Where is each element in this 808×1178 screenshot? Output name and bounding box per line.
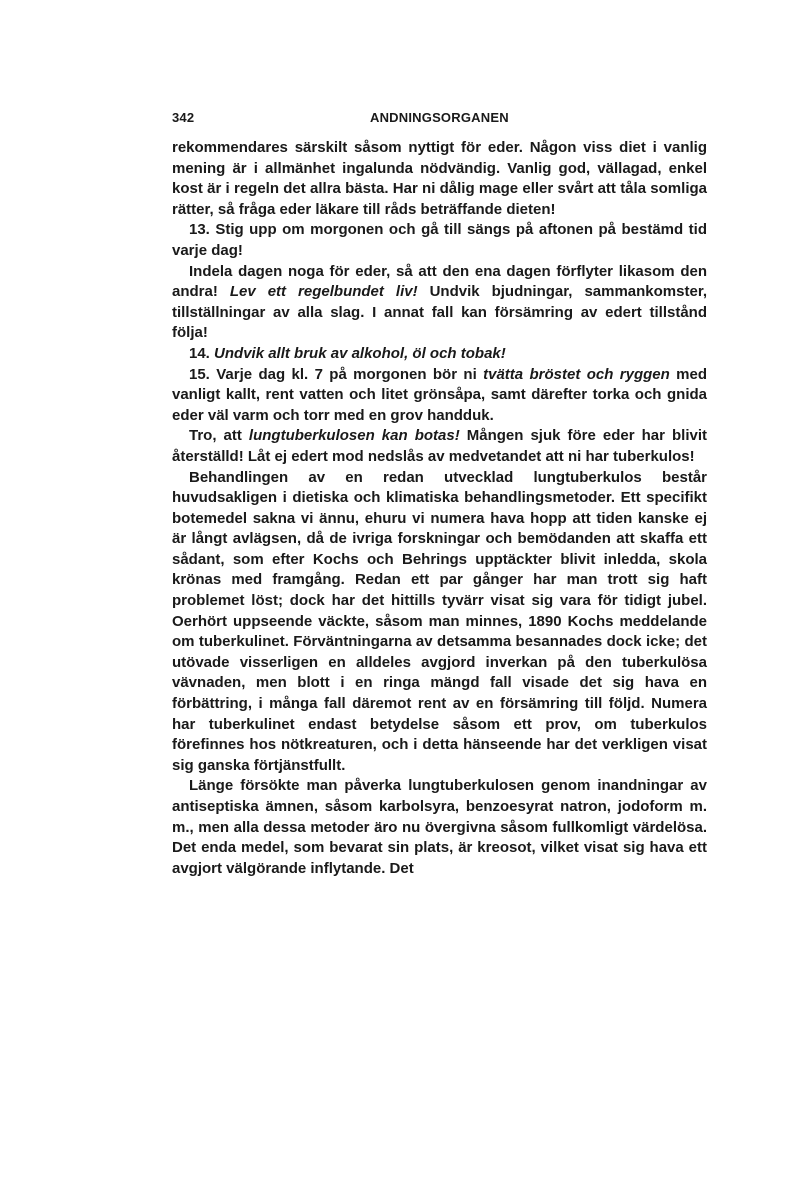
text-segment: Mången sjuk före eder har blivit återställd! Låt ej edert mod nedslås av medvetandet att ni har tuberkulos! [172, 427, 707, 465]
text-segment: Tro, att [189, 427, 249, 445]
text-segment: 13. Stig upp om morgonen och gå till sängs på aftonen på bestämd tid varje dag! [172, 221, 707, 259]
text-segment: 14. [189, 344, 215, 362]
text-segment: rekommendares särskilt såsom nyttigt för eder. Någon viss diet i vanlig mening är i allmänhet ingalunda nödvändig. Vanlig god, vällagad, enkel kost är i regeln det allra bästa. Har ni dålig mage eller svårt att tåla somliga rätter, så fråga eder läkare till råds beträffande dieten! [172, 139, 707, 218]
paragraph-encouragement [172, 426, 707, 467]
body-text [172, 138, 707, 879]
page-number: 342 [172, 110, 195, 125]
text-segment: Undvik bjudningar, sammankomster, tillställningar av alla slag. I annat fall kan försämring av edert tillstånd följa! [172, 283, 708, 342]
text-segment: 15. Varje dag kl. 7 på morgonen bör ni [189, 365, 484, 383]
paragraph-rule-15 [172, 365, 707, 427]
text-segment: med vanligt kallt, rent vatten och litet grönsåpa, samt därefter torka och gnida eder väl varm och torr med en grov handduk. [172, 365, 707, 424]
text-segment: Indela dagen noga för eder, så att den ena dagen förflyter likasom den andra! [172, 262, 707, 301]
text-segment: Behandlingen av en redan utvecklad lungtuberkulos består huvudsakligen i dietiska och klimatiska behandlingsmetoder. Ett specifikt botemedel sakna vi ännu, ehuru vi numera hava hopp att tiden kanske ej är långt avlägsen, då de ivriga forskningar och bemödanden att skaffa ett sådant, som efter Kochs och Behrings upptäckter blivit inledda, skola krönas med framgång. Redan ett par gånger har man trott sig haft problemet löst; dock har det hittills tyvärr visat sig vara för tidigt jubel. Oerhört uppseende väckte, såsom man minnes, 1890 Kochs meddelande om tuberkulinet. Förväntningarna av detsamma besannades dock icke; det utövade visserligen en alldeles avgjord inverkan på den tuberkulösa vävnaden, men blott i en ringa mängd fall visade det sig hava en förbättring, i många fall däremot rent av en försämring till följd. Numera har tuberkulinet endast betydelse såsom ett prov, om tuberkulos förefinnes hos nötkreaturen, och i detta hänseende har det verkligen visat sig ganska förtjänstfullt. [172, 468, 707, 774]
paragraph-continuation [172, 138, 707, 220]
italic-emphasis: lungtuberkulosen kan botas! [248, 427, 460, 445]
running-header [172, 104, 707, 126]
italic-emphasis: Undvik allt bruk av alkohol, öl och tobak! [214, 344, 506, 362]
running-title: ANDNINGSORGANEN [370, 110, 509, 125]
italic-emphasis: tvätta bröstet och ryggen [483, 365, 670, 383]
paragraph-inhalation [172, 776, 707, 879]
text-segment: Länge försökte man påverka lungtuberkulosen genom inandningar av antiseptiska ämnen, såsom karbolsyra, benzoesyrat natron, jodoform m. m., men alla dessa metoder äro nu övergivna såsom fullkomligt värdelösa. Det enda medel, som bevarat sin plats, är kreosot, vilket visat sig hava ett avgjort välgörande inflytande. Det [172, 777, 707, 877]
paragraph-rule-14 [172, 344, 707, 365]
italic-emphasis: Lev ett regelbundet liv! [229, 283, 418, 301]
paragraph-rule-13 [172, 220, 707, 261]
paragraph-treatment [172, 468, 707, 777]
paragraph-regular-life [172, 262, 707, 344]
book-page [172, 104, 707, 879]
